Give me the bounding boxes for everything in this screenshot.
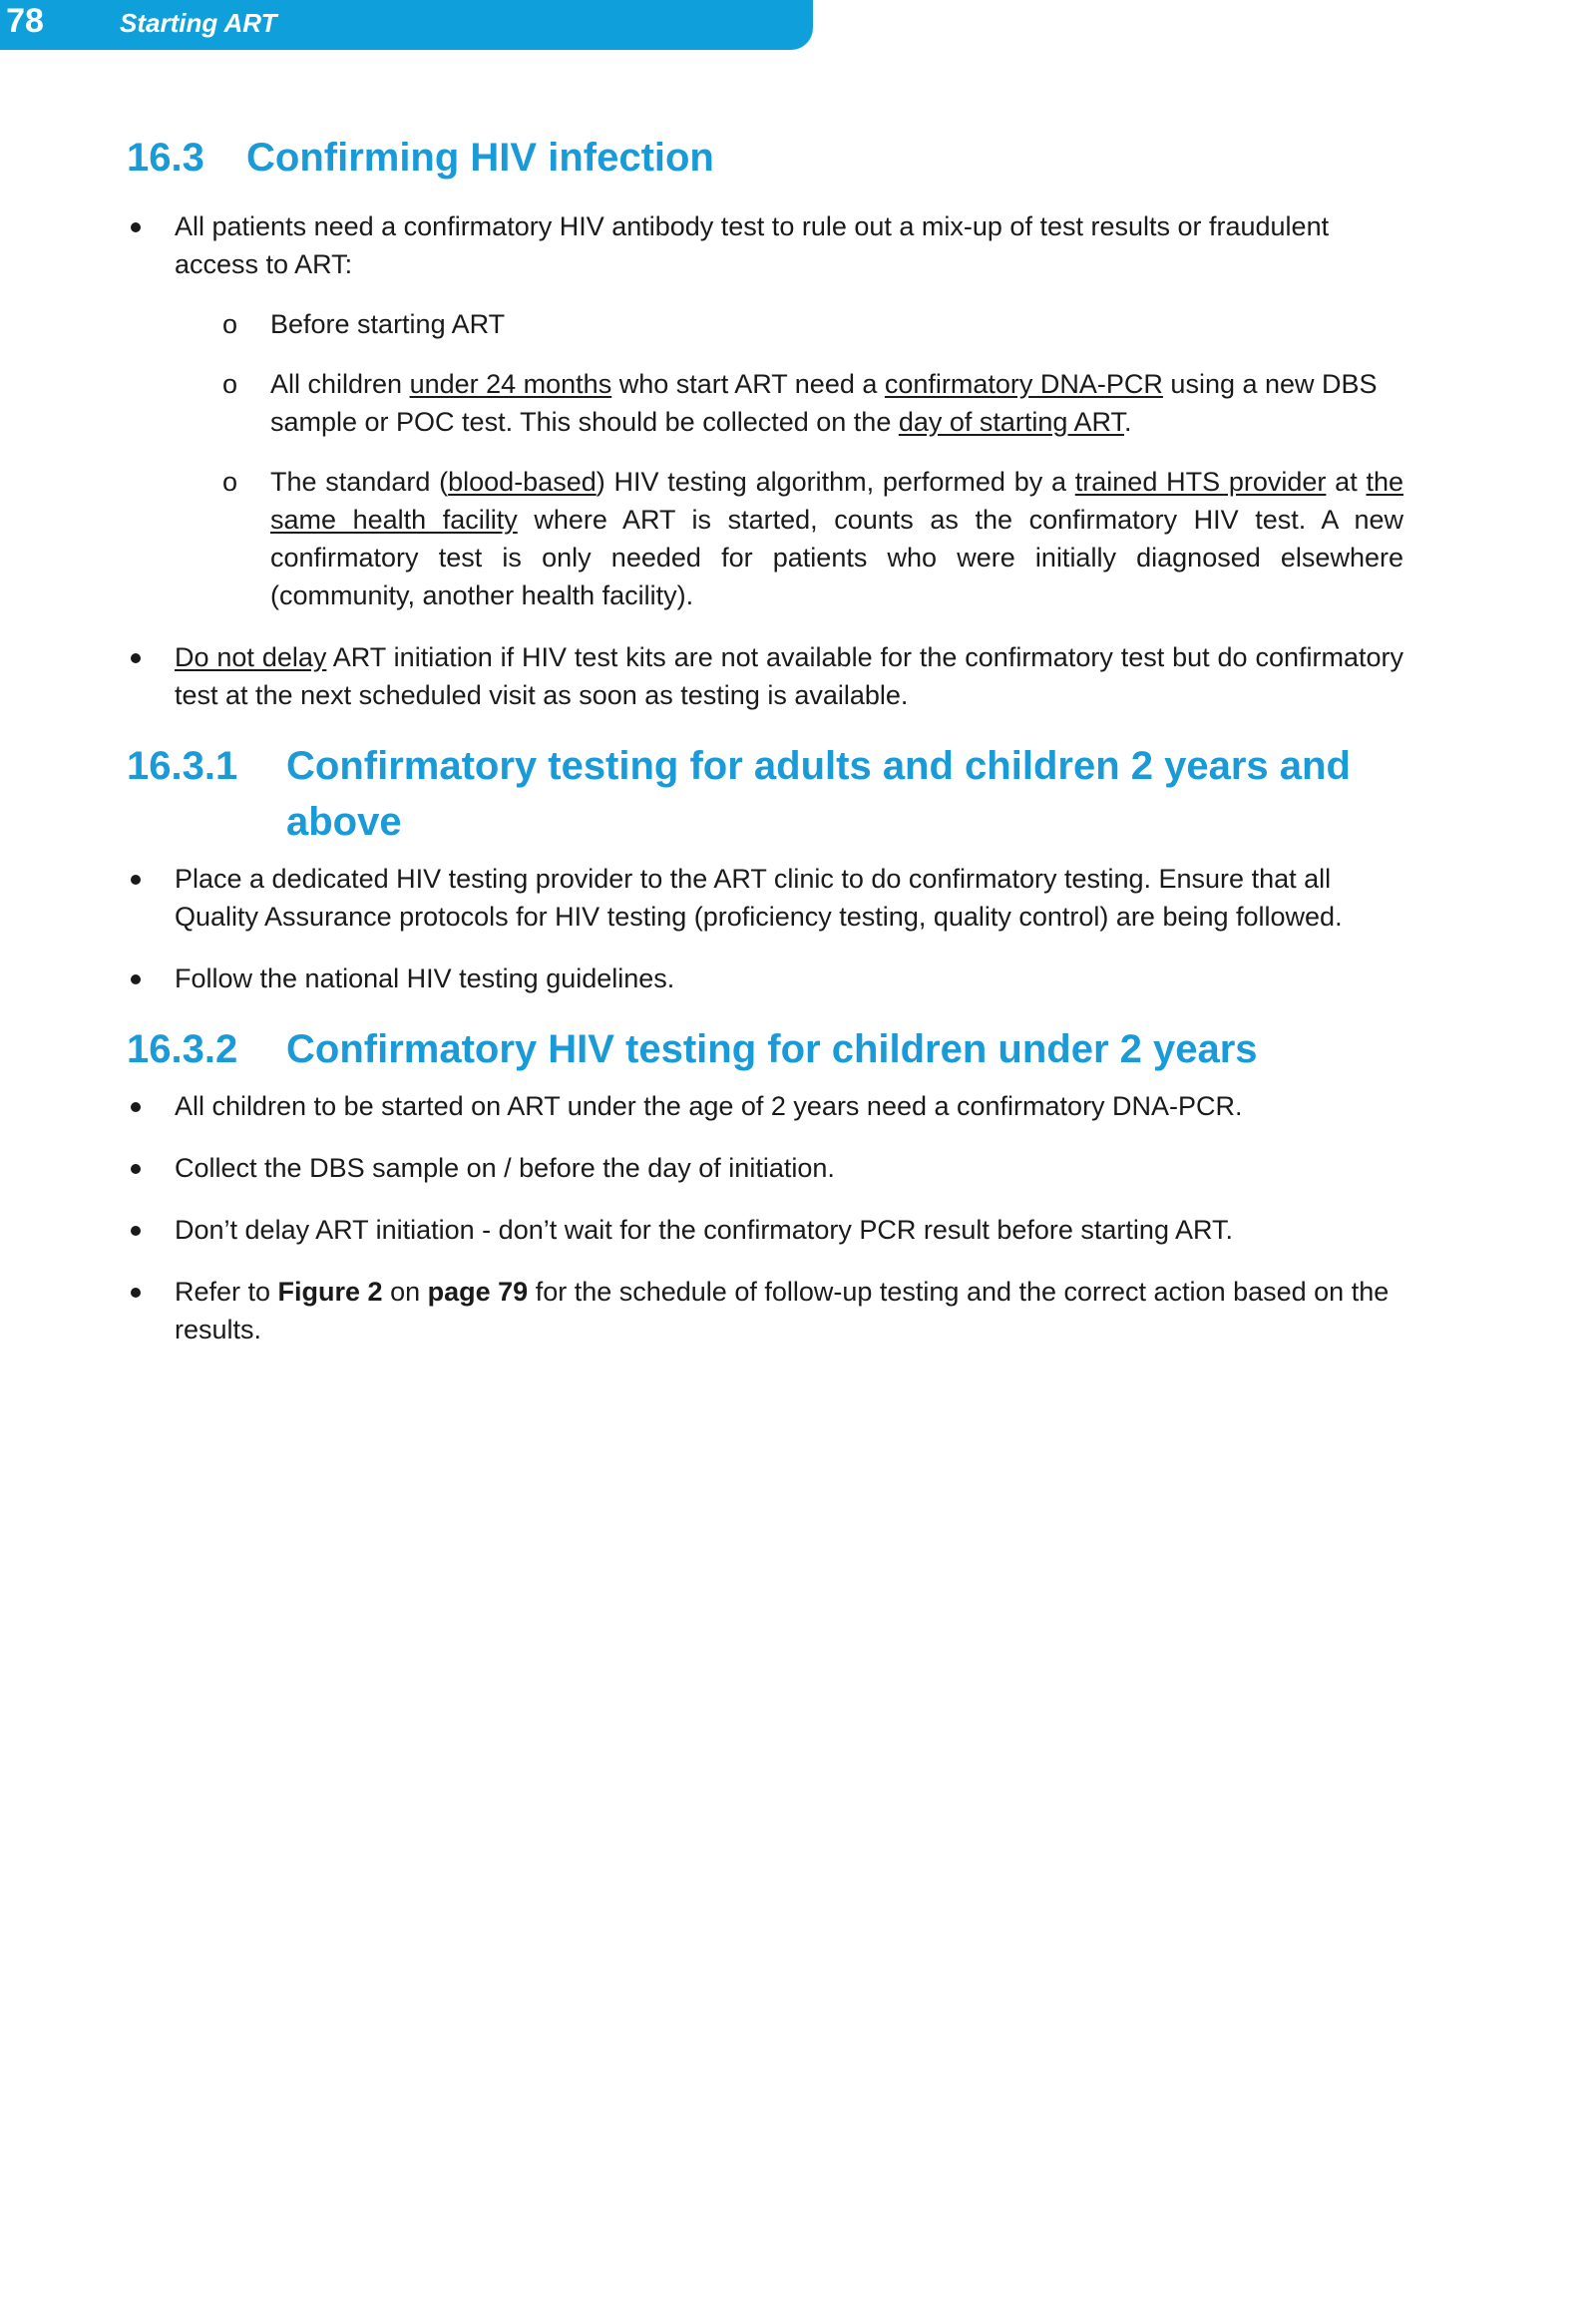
section-title: Confirmatory HIV testing for children under 2 years bbox=[286, 1027, 1258, 1071]
text-run: The standard ( bbox=[270, 467, 449, 497]
section-title: Confirming HIV infection bbox=[246, 136, 714, 180]
underlined-term: under 24 months bbox=[409, 369, 612, 399]
section-number: 16.3.1 bbox=[127, 744, 238, 788]
bullet-icon bbox=[131, 653, 141, 663]
section-heading-16-3-2 bbox=[127, 1021, 1403, 1077]
section-heading-16-3-1 bbox=[127, 738, 1403, 850]
underlined-term: trained HTS provider bbox=[1074, 467, 1327, 497]
bullet-icon bbox=[131, 1226, 141, 1236]
text-run: Refer to bbox=[175, 1277, 278, 1307]
page-number: 78 bbox=[6, 2, 44, 40]
bullet-text: Don’t delay ART initiation - don’t wait for the confirmatory PCR result before starting ART. bbox=[175, 1215, 1233, 1245]
sub-item-text: Before starting ART bbox=[270, 309, 506, 339]
list-item bbox=[127, 860, 1403, 936]
text-run: who start ART need a bbox=[611, 369, 885, 399]
section-number: 16.3.2 bbox=[127, 1027, 238, 1071]
list-item bbox=[127, 207, 1403, 614]
text-run: ART initiation if HIV test kits are not available for the confirmatory test but do confirmatory test at the next scheduled visit as soon as testing is available. bbox=[175, 642, 1403, 710]
bullet-text: Follow the national HIV testing guidelines. bbox=[175, 963, 675, 993]
list-item bbox=[127, 960, 1403, 997]
section-title: Confirmatory testing for adults and children 2 years and above bbox=[286, 744, 1351, 844]
bullet-icon bbox=[131, 1102, 141, 1112]
bullet-icon bbox=[131, 974, 141, 984]
list-item bbox=[127, 1273, 1403, 1348]
bullet-icon bbox=[131, 1164, 141, 1174]
bullet-list bbox=[127, 207, 1403, 714]
bullet-icon bbox=[131, 875, 141, 885]
sub-list-item bbox=[175, 463, 1403, 614]
underlined-term: the same health facility bbox=[270, 467, 1404, 535]
text-run: ) HIV testing algorithm, performed by a bbox=[596, 467, 1075, 497]
underlined-term: confirmatory DNA-PCR bbox=[884, 369, 1163, 399]
list-item bbox=[127, 1211, 1403, 1249]
sub-list-item bbox=[175, 305, 1403, 343]
text-run: on bbox=[382, 1277, 428, 1307]
circle-bullet-icon: o bbox=[222, 369, 238, 399]
underlined-term: blood-based bbox=[448, 467, 597, 497]
bullet-list bbox=[127, 860, 1403, 997]
underlined-term: Do not delay bbox=[175, 642, 327, 672]
list-item bbox=[127, 1087, 1403, 1125]
section-number: 16.3 bbox=[127, 136, 204, 180]
text-run: where ART is started, counts as the confirmatory HIV test. A new confirmatory test is only needed for patients who were initially diagnosed elsewhere (community, another health facility). bbox=[270, 505, 1403, 610]
bullet-icon bbox=[131, 222, 141, 232]
list-item bbox=[127, 1149, 1403, 1187]
list-item bbox=[127, 638, 1403, 714]
circle-bullet-icon: o bbox=[222, 467, 238, 497]
bullet-text: Place a dedicated HIV testing provider to the ART clinic to do confirmatory testing. Ensure that all Quality Assurance protocols for HIV testing (proficiency testing, quality control) are being followed. bbox=[175, 864, 1343, 932]
circle-bullet-icon: o bbox=[222, 309, 238, 339]
text-run: for the schedule of follow-up testing and the correct action based on the results. bbox=[175, 1277, 1390, 1344]
bullet-list bbox=[127, 1087, 1403, 1348]
page-content bbox=[127, 130, 1403, 1372]
bullet-icon bbox=[131, 1288, 141, 1298]
running-header-title: Starting ART bbox=[120, 8, 277, 38]
figure-reference: Figure 2 bbox=[277, 1277, 383, 1307]
bullet-text: All children to be started on ART under the age of 2 years need a confirmatory DNA-PCR. bbox=[175, 1091, 1243, 1121]
text-run: at bbox=[1326, 467, 1367, 497]
section-heading-16-3 bbox=[127, 130, 1403, 186]
bullet-text: Collect the DBS sample on / before the day of initiation. bbox=[175, 1153, 835, 1183]
text-run: All children bbox=[270, 369, 410, 399]
header-bar bbox=[0, 0, 813, 50]
sub-list-item bbox=[175, 365, 1403, 441]
bullet-text: All patients need a confirmatory HIV antibody test to rule out a mix-up of test results or fraudulent access to ART: bbox=[175, 211, 1330, 279]
page-reference: page 79 bbox=[427, 1277, 529, 1307]
text-run: . bbox=[1123, 407, 1132, 437]
underlined-term: day of starting ART bbox=[898, 407, 1124, 437]
sub-list bbox=[175, 305, 1403, 614]
text-run: using a new DBS sample or POC test. This should be collected on the bbox=[270, 369, 1378, 437]
